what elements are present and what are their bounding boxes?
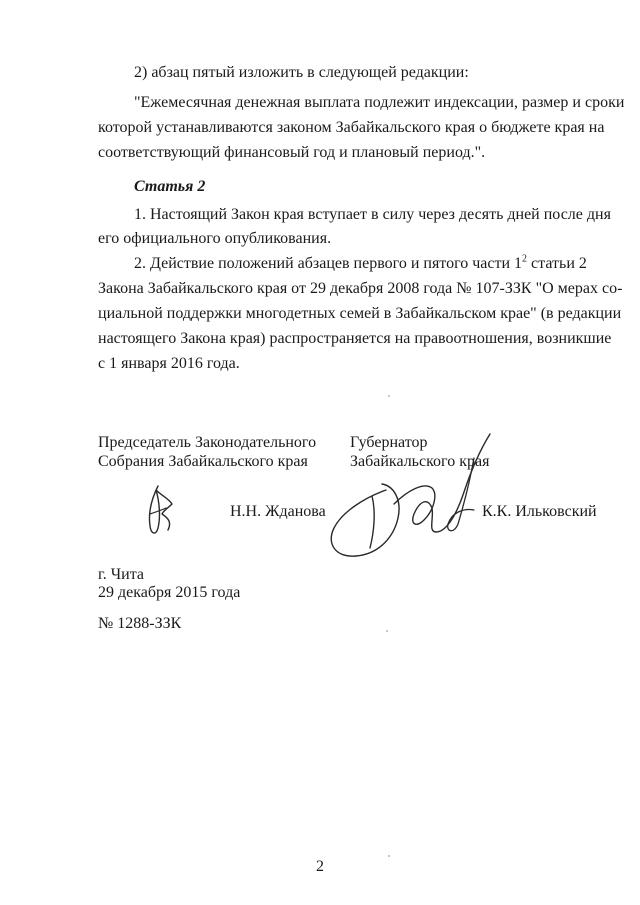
clause-2-superscript: 2 <box>522 253 528 265</box>
clause-2-line-1-text: 2. Действие положений абзацев первого и пятого части 1 <box>134 255 523 272</box>
chairman-title-line-2: Собрания Забайкальского края <box>98 453 308 470</box>
chairman-name: Н.Н. Жданова <box>230 503 326 520</box>
clause-2-line-4: настоящего Закона края) распространяется на правоотношения, возникшие <box>98 330 612 347</box>
quote-line-3: соответствующий финансовый год и плановый период.". <box>98 144 486 161</box>
page-number: 2 <box>316 858 324 875</box>
scan-speck <box>386 630 388 632</box>
clause-2-line-1 <box>134 254 586 274</box>
law-number: № 1288-ЗЗК <box>98 615 182 632</box>
quote-line-2: которой устанавливаются законом Забайкальского края о бюджете края на <box>98 119 605 136</box>
signing-date: 29 декабря 2015 года <box>98 584 241 601</box>
governor-signature <box>324 428 494 568</box>
governor-title-line-1: Губернатор <box>350 434 428 451</box>
clause-2-line-5: с 1 января 2016 года. <box>98 355 240 372</box>
clause-2-line-3: циальной поддержки многодетных семей в Забайкальском крае" (в редакции <box>98 305 622 322</box>
clause-2-line-1-tail: статьи 2 <box>527 255 587 272</box>
chairman-signature <box>138 478 188 548</box>
chairman-title-line-1: Председатель Законодательного <box>98 434 317 451</box>
item-2-intro: 2) абзац пятый изложить в следующей редакции: <box>134 64 469 81</box>
clause-2-line-2: Закона Забайкальского края от 29 декабря 2008 года № 107-ЗЗК "О мерах со- <box>98 280 623 297</box>
governor-name: К.К. Ильковский <box>482 503 597 520</box>
clause-1-line-1: 1. Настоящий Закон края вступает в силу через десять дней после дня <box>134 206 611 223</box>
quote-line-1: "Ежемесячная денежная выплата подлежит индексации, размер и сроки <box>134 94 625 111</box>
city: г. Чита <box>98 566 145 583</box>
governor-title-line-2: Забайкальского края <box>350 453 490 470</box>
clause-1-line-2: его официального опубликования. <box>98 230 332 247</box>
scan-speck <box>388 395 390 397</box>
article-2-heading: Статья 2 <box>134 178 206 195</box>
